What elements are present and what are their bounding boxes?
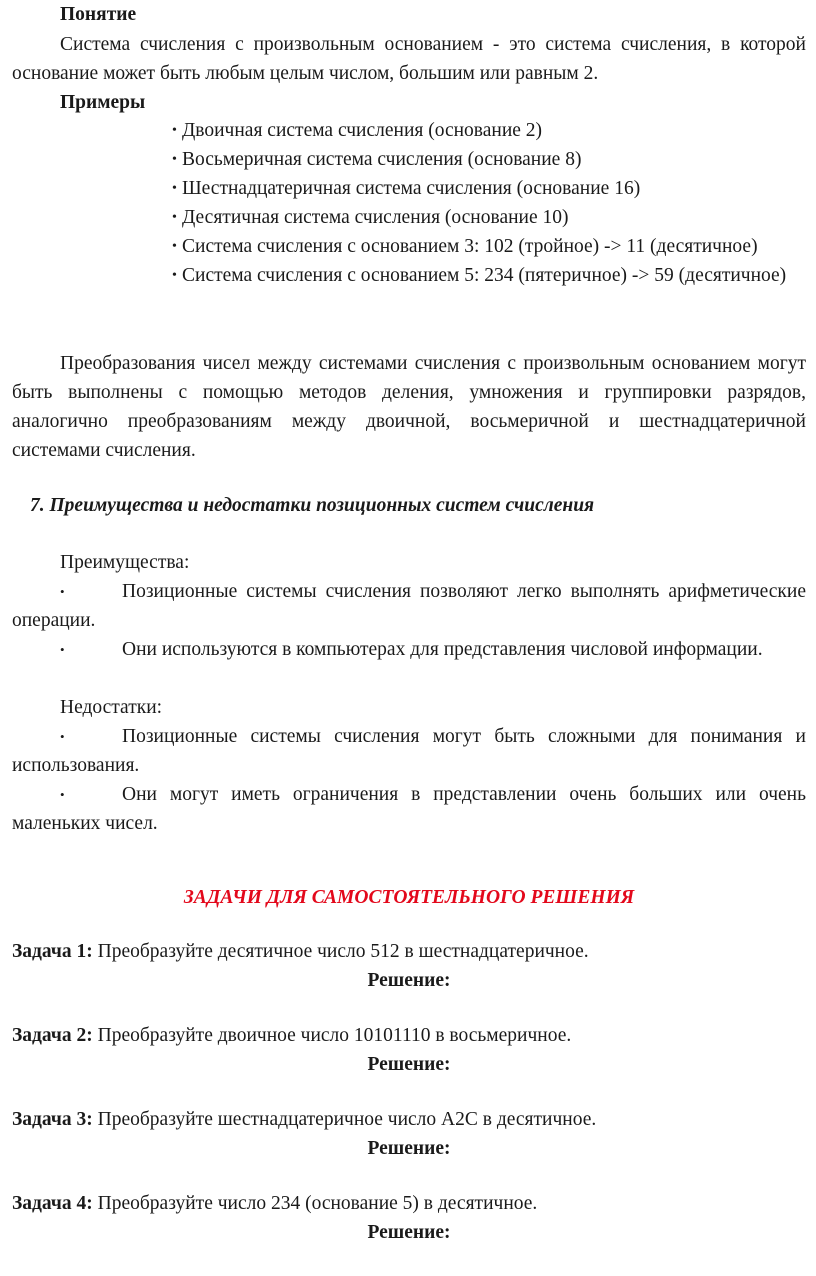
- concept-heading: Понятие: [60, 4, 137, 25]
- task-text: Преобразуйте двоичное число 10101110 в восьмеричное.: [97, 1025, 572, 1046]
- example-text: Двоичная система счисления (основание 2): [182, 120, 543, 141]
- task-label: Задача 2:: [12, 1025, 93, 1046]
- bullet-icon: •: [60, 729, 65, 744]
- example-text: Система счисления с основанием 5: 234 (пятеричное) -> 59 (десятичное): [182, 265, 787, 286]
- bullet-icon: •: [172, 181, 177, 196]
- list-item: [122, 116, 806, 145]
- list-item: [12, 577, 806, 635]
- task-4: [12, 1189, 806, 1218]
- solution-label: Решение:: [367, 1054, 451, 1075]
- solution-label: Решение:: [367, 1222, 451, 1243]
- example-text: Шестнадцатеричная система счисления (основание 16): [182, 178, 641, 199]
- task-text: Преобразуйте число 234 (основание 5) в десятичное.: [97, 1193, 538, 1214]
- list-item: [12, 722, 806, 780]
- example-text: Система счисления с основанием 3: 102 (тройное) -> 11 (десятичное): [182, 236, 758, 257]
- bullet-icon: •: [172, 152, 177, 167]
- task-label: Задача 4:: [12, 1193, 93, 1214]
- solution-label: Решение:: [367, 970, 451, 991]
- disadvantage-text: Позиционные системы счисления могут быть сложными для понимания и использования.: [12, 726, 806, 776]
- task-text: Преобразуйте десятичное число 512 в шестнадцатеричное.: [97, 941, 589, 962]
- disadvantage-text: Они могут иметь ограничения в представлении очень больших или очень маленьких чисел.: [12, 784, 806, 834]
- advantage-text: Позиционные системы счисления позволяют легко выполнять арифметические операции.: [12, 581, 806, 631]
- list-item: [122, 145, 806, 174]
- advantages-list: [12, 635, 806, 664]
- advantages-list: [12, 577, 806, 635]
- disadvantages-list: [12, 780, 806, 838]
- bullet-icon: •: [60, 584, 65, 599]
- disadvantages-list: [12, 722, 806, 780]
- examples-heading: Примеры: [60, 92, 146, 113]
- tasks-title: ЗАДАЧИ ДЛЯ САМОСТОЯТЕЛЬНОГО РЕШЕНИЯ: [183, 887, 635, 908]
- task-label: Задача 1:: [12, 941, 93, 962]
- example-text: Восьмеричная система счисления (основание 8): [182, 149, 582, 170]
- bullet-icon: •: [172, 210, 177, 225]
- concept-text: Система счисления с произвольным основанием - это система счисления, в которой основание может быть любым целым числом, большим или равным 2.: [12, 34, 806, 84]
- task-label: Задача 3:: [12, 1109, 93, 1130]
- list-item: [122, 261, 806, 290]
- bullet-icon: •: [60, 642, 65, 657]
- section-7-title: 7. Преимущества и недостатки позиционных систем счисления: [30, 495, 595, 516]
- disadvantages-label: Недостатки:: [60, 697, 163, 718]
- advantage-text: Они используются в компьютерах для представления числовой информации.: [122, 639, 763, 660]
- advantages-label: Преимущества:: [60, 552, 190, 573]
- bullet-icon: •: [172, 123, 177, 138]
- list-item: [122, 174, 806, 203]
- example-text: Десятичная система счисления (основание 10): [182, 207, 569, 228]
- task-3: [12, 1105, 806, 1134]
- list-item: [122, 203, 806, 232]
- solution-label: Решение:: [367, 1138, 451, 1159]
- list-item: [12, 780, 806, 838]
- conversion-paragraph: Преобразования чисел между системами счисления с произвольным основанием могут быть выполнены с помощью методов деления, умножения и группировки разрядов, аналогично преобразованиям между двоичной, восьмеричной и шестнадцатеричной системами счисления.: [12, 353, 806, 461]
- list-item: [122, 232, 806, 261]
- task-1: [12, 937, 806, 966]
- task-2: [12, 1021, 806, 1050]
- list-item: [12, 635, 806, 664]
- bullet-icon: •: [172, 239, 177, 254]
- examples-list: [122, 116, 806, 290]
- bullet-icon: •: [60, 787, 65, 802]
- bullet-icon: •: [172, 268, 177, 283]
- task-text: Преобразуйте шестнадцатеричное число A2C в десятичное.: [97, 1109, 597, 1130]
